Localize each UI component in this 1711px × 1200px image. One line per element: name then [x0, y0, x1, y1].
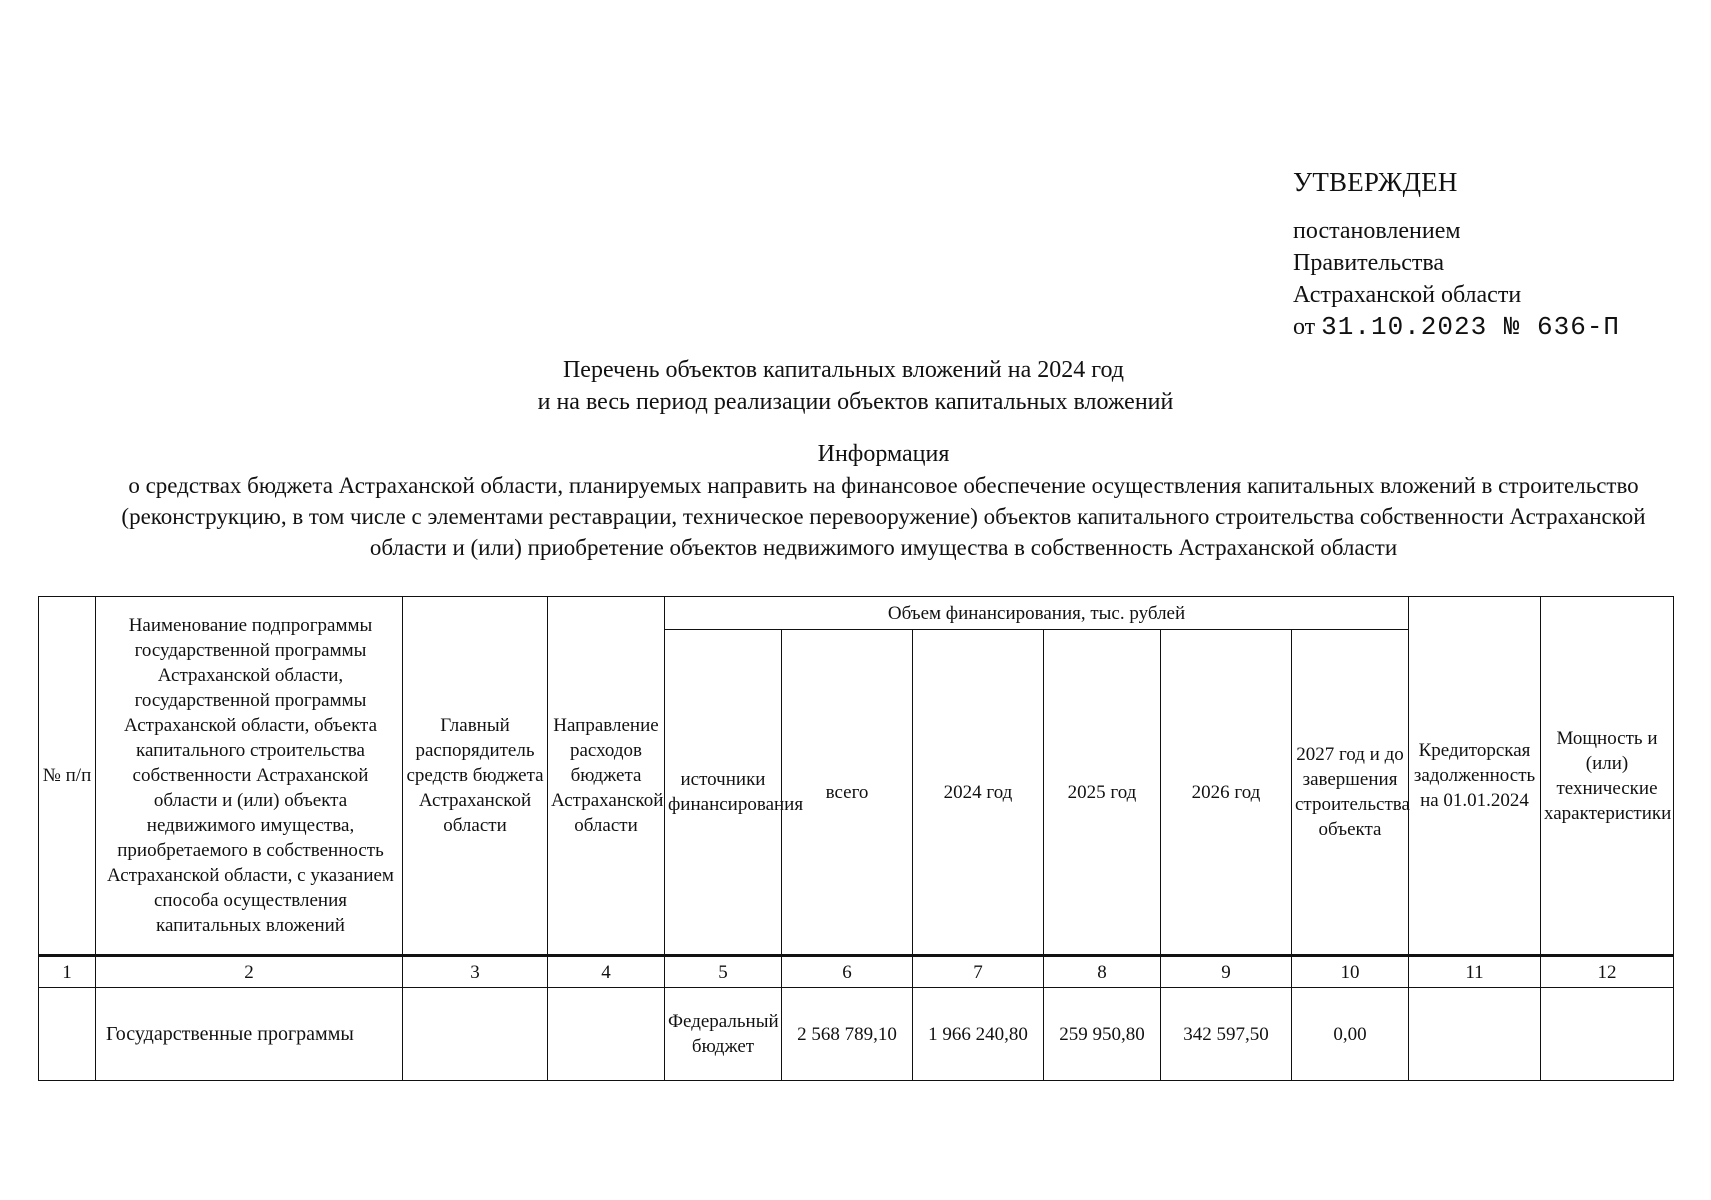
header-capacity: Мощность и (или) технические характеристики: [1541, 597, 1674, 956]
document-title-line-1: Перечень объектов капитальных вложений на 2024 год: [562, 357, 1125, 383]
header-2027: 2027 год и до завершения строительства объекта: [1292, 630, 1409, 956]
header-total: всего: [782, 630, 913, 956]
cell-source: Федеральный бюджет: [665, 988, 782, 1081]
column-number: 12: [1541, 956, 1674, 988]
column-number: 11: [1409, 956, 1541, 988]
header-manager: Главный распорядитель средств бюджета Астраханской области: [403, 597, 548, 956]
header-source: источники финансирования: [665, 630, 782, 956]
approval-block: [1293, 167, 1693, 343]
column-number: 5: [665, 956, 782, 988]
cell-2027: 0,00: [1292, 988, 1409, 1081]
column-number: 10: [1292, 956, 1409, 988]
info-block: [92, 439, 1675, 563]
approval-line-3: Астраханской области: [1293, 282, 1522, 308]
header-row-1: [39, 597, 1674, 630]
column-number: 8: [1044, 956, 1161, 988]
table-row: [39, 988, 1674, 1081]
cell-manager: [403, 988, 548, 1081]
cell-direction: [548, 988, 665, 1081]
approval-heading: УТВЕРЖДЕН: [1293, 167, 1458, 197]
approval-line-1: постановлением: [1293, 218, 1461, 244]
column-number: 4: [548, 956, 665, 988]
info-text: о средствах бюджета Астраханской области, планируемых направить на финансовое обеспечение осуществления капитальных вложений в строительство (реконструкцию, в том числе с элементами реставрации, техническое перевооружение) объектов капитального строительства собственности Астраханской области и (или) приобретение объектов недвижимого имущества в собственность Астраханской области: [121, 473, 1646, 560]
header-funding-group: Объем финансирования, тыс. рублей: [665, 597, 1409, 630]
column-number: 1: [39, 956, 96, 988]
cell-capacity: [1541, 988, 1674, 1081]
capital-investment-table: [38, 596, 1674, 1081]
info-heading: Информация: [817, 441, 950, 467]
cell-2025: 259 950,80: [1044, 988, 1161, 1081]
column-number: 6: [782, 956, 913, 988]
approval-line-2: Правительства: [1293, 250, 1445, 276]
column-number: 9: [1161, 956, 1292, 988]
approval-date-prefix: от: [1293, 314, 1316, 340]
column-number: 3: [403, 956, 548, 988]
header-debt: Кредиторская задолженность на 01.01.2024: [1409, 597, 1541, 956]
column-number: 2: [96, 956, 403, 988]
column-number: 7: [913, 956, 1044, 988]
cell-num: [39, 988, 96, 1081]
cell-2026: 342 597,50: [1161, 988, 1292, 1081]
header-2025: 2025 год: [1044, 630, 1161, 956]
cell-2024: 1 966 240,80: [913, 988, 1044, 1081]
document-title-line-2: и на весь период реализации объектов капитальных вложений: [537, 389, 1174, 415]
header-2024: 2024 год: [913, 630, 1044, 956]
cell-total: 2 568 789,10: [782, 988, 913, 1081]
header-num: № п/п: [39, 597, 96, 956]
cell-name: Государственные программы: [96, 988, 403, 1081]
header-direction: Направление расходов бюджета Астраханской области: [548, 597, 665, 956]
document-title: [0, 354, 1711, 418]
header-name: Наименование подпрограммы государственной программы Астраханской области, государственной программы Астраханской области, объекта капитального строительства собственности Астраханской области и (или) объекта недвижимого имущества, приобретаемого в собственность Астраханской области, с указанием способа осуществления капитальных вложений: [96, 597, 403, 956]
approval-date-stamp: 31.10.2023 № 636-П: [1321, 312, 1621, 342]
cell-debt: [1409, 988, 1541, 1081]
header-2026: 2026 год: [1161, 630, 1292, 956]
approval-date-line: [1293, 311, 1693, 343]
column-number-row: [39, 956, 1674, 988]
